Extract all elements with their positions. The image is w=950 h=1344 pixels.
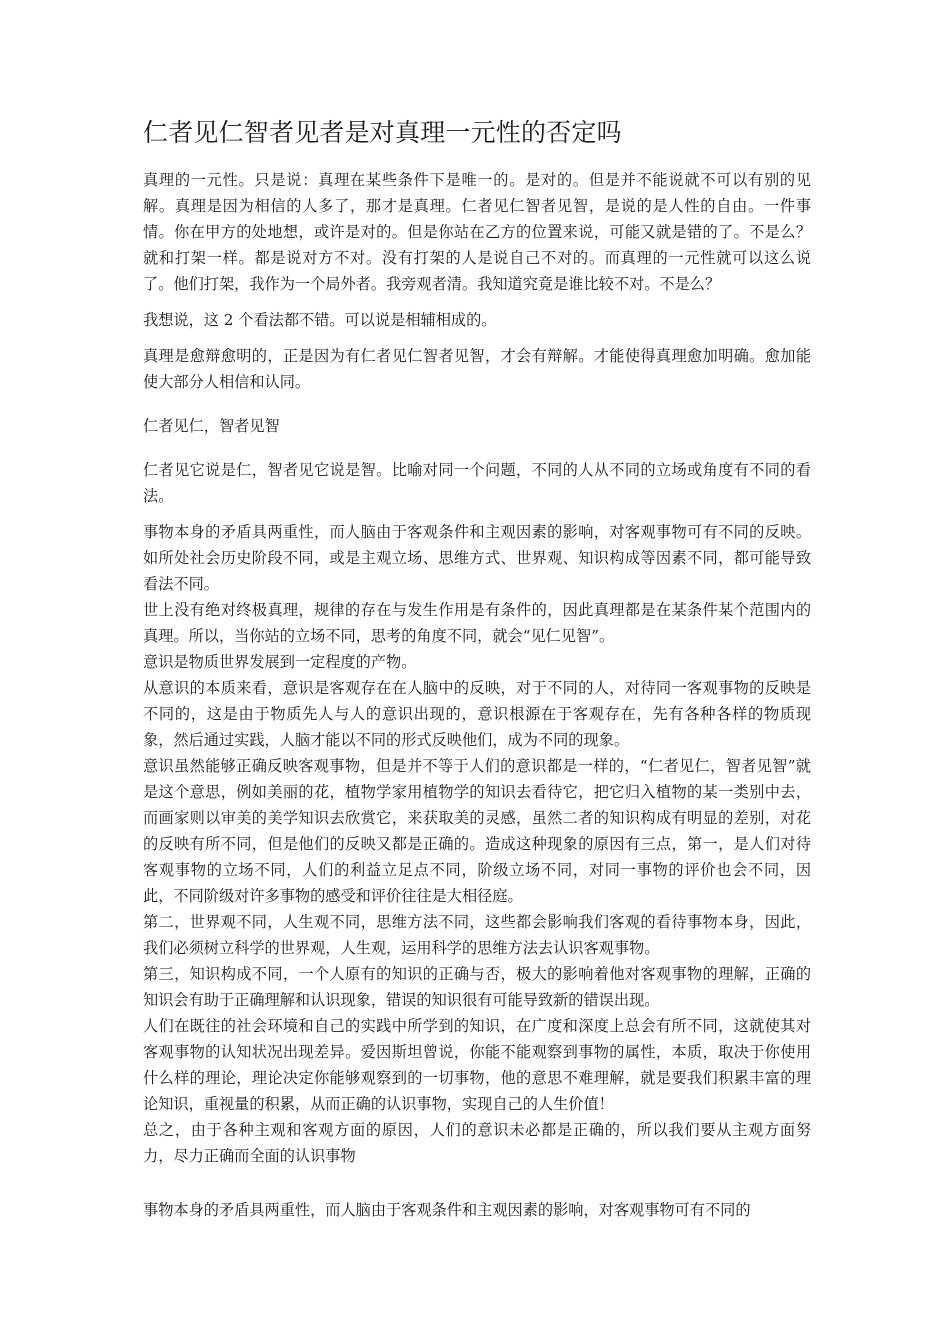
paragraph-3: 真理是愈辩愈明的，正是因为有仁者见仁智者见智，才会有辩解。才能使得真理愈加明确。愈加能使大部分人相信和认同。 <box>143 347 811 391</box>
paragraph-14: 总之，由于各种主观和客观方面的原因，人们的意识未必都是正确的，所以我们要从主观方面努力，尽力正确而全面的认识事物 <box>143 1121 811 1165</box>
paragraph-7: 世上没有绝对终极真理，规律的存在与发生作用是有条件的，因此真理都是在某条件某个范围内的真理。所以，当你站的立场不同，思考的角度不同，就会“见仁见智”。 <box>143 601 811 645</box>
paragraph-11: 第二，世界观不同，人生观不同，思维方法不同，这些都会影响我们客观的看待事物本身，因此，我们必须树立科学的世界观，人生观，运用科学的思维方法去认识客观事物。 <box>143 913 811 957</box>
paragraph-5: 仁者见它说是仁，智者见它说是智。比喻对同一个问题，不同的人从不同的立场或角度有不同的看法。 <box>143 461 811 505</box>
document-body <box>143 167 811 1223</box>
paragraph-12: 第三，知识构成不同，一个人原有的知识的正确与否，极大的影响着他对客观事物的理解，正确的知识会有助于正确理解和认识现象，错误的知识很有可能导致新的错误出现。 <box>143 965 811 1009</box>
paragraph-6: 事物本身的矛盾具两重性，而人脑由于客观条件和主观因素的影响，对客观事物可有不同的反映。如所处社会历史阶段不同，或是主观立场、思维方式、世界观、知识构成等因素不同，都可能导致看法不同。 <box>143 523 811 593</box>
paragraph-8: 意识是物质世界发展到一定程度的产物。 <box>143 653 417 671</box>
page-title: 仁者见仁智者见者是对真理一元性的否定吗 <box>143 118 622 147</box>
paragraph-2: 我想说，这 2 个看法都不错。可以说是相辅相成的。 <box>143 311 497 329</box>
paragraph-9: 从意识的本质来看，意识是客观存在在人脑中的反映，对于不同的人，对待同一客观事物的反映是不同的，这是由于物质先人与人的意识出现的，意识根源在于客观存在，先有各种各样的物质现象，然后通过实践，人脑才能以不同的形式反映他们，成为不同的现象。 <box>143 679 811 749</box>
paragraph-13: 人们在既往的社会环境和自己的实践中所学到的知识，在广度和深度上总会有所不同，这就使其对客观事物的认知状况出现差异。爱因斯坦曾说，你能不能观察到事物的属性，本质，取决于你使用什么样的理论，理论决定你能够观察到的一切事物，他的意思不难理解，就是要我们积累丰富的理论知识，重视量的积累，从而正确的认识事物，实现自己的人生价值！ <box>143 1017 811 1113</box>
paragraph-4: 仁者见仁，智者见智 <box>143 417 280 435</box>
paragraph-15: 事物本身的矛盾具两重性，而人脑由于客观条件和主观因素的影响，对客观事物可有不同的 <box>143 1201 751 1219</box>
paragraph-1: 真理的一元性。只是说：真理在某些条件下是唯一的。是对的。但是并不能说就不可以有别的见解。真理是因为相信的人多了，那才是真理。仁者见仁智者见智，是说的是人性的自由。一件事情。你在甲方的处地想，或许是对的。但是你站在乙方的位置来说，可能又就是错的了。不是么？就和打架一样。都是说对方不对。没有打架的人是说自己不对的。而真理的一元性就可以这么说了。他们打架，我作为一个局外者。我旁观者清。我知道究竟是谁比较不对。不是么？ <box>143 171 811 293</box>
paragraph-10: 意识虽然能够正确反映客观事物，但是并不等于人们的意识都是一样的，“仁者见仁，智者见智”就是这个意思，例如美丽的花，植物学家用植物学的知识去看待它，把它归入植物的某一类别中去，而画家则以审美的美学知识去欣赏它，来获取美的灵感，虽然二者的知识构成有明显的差别，对花的反映有所不同，但是他们的反映又都是正确的。造成这种现象的原因有三点，第一，是人们对待客观事物的立场不同，人们的利益立足点不同，阶级立场不同，对同一事物的评价也会不同，因此，不同阶级对许多事物的感受和评价往往是大相径庭。 <box>143 757 811 905</box>
